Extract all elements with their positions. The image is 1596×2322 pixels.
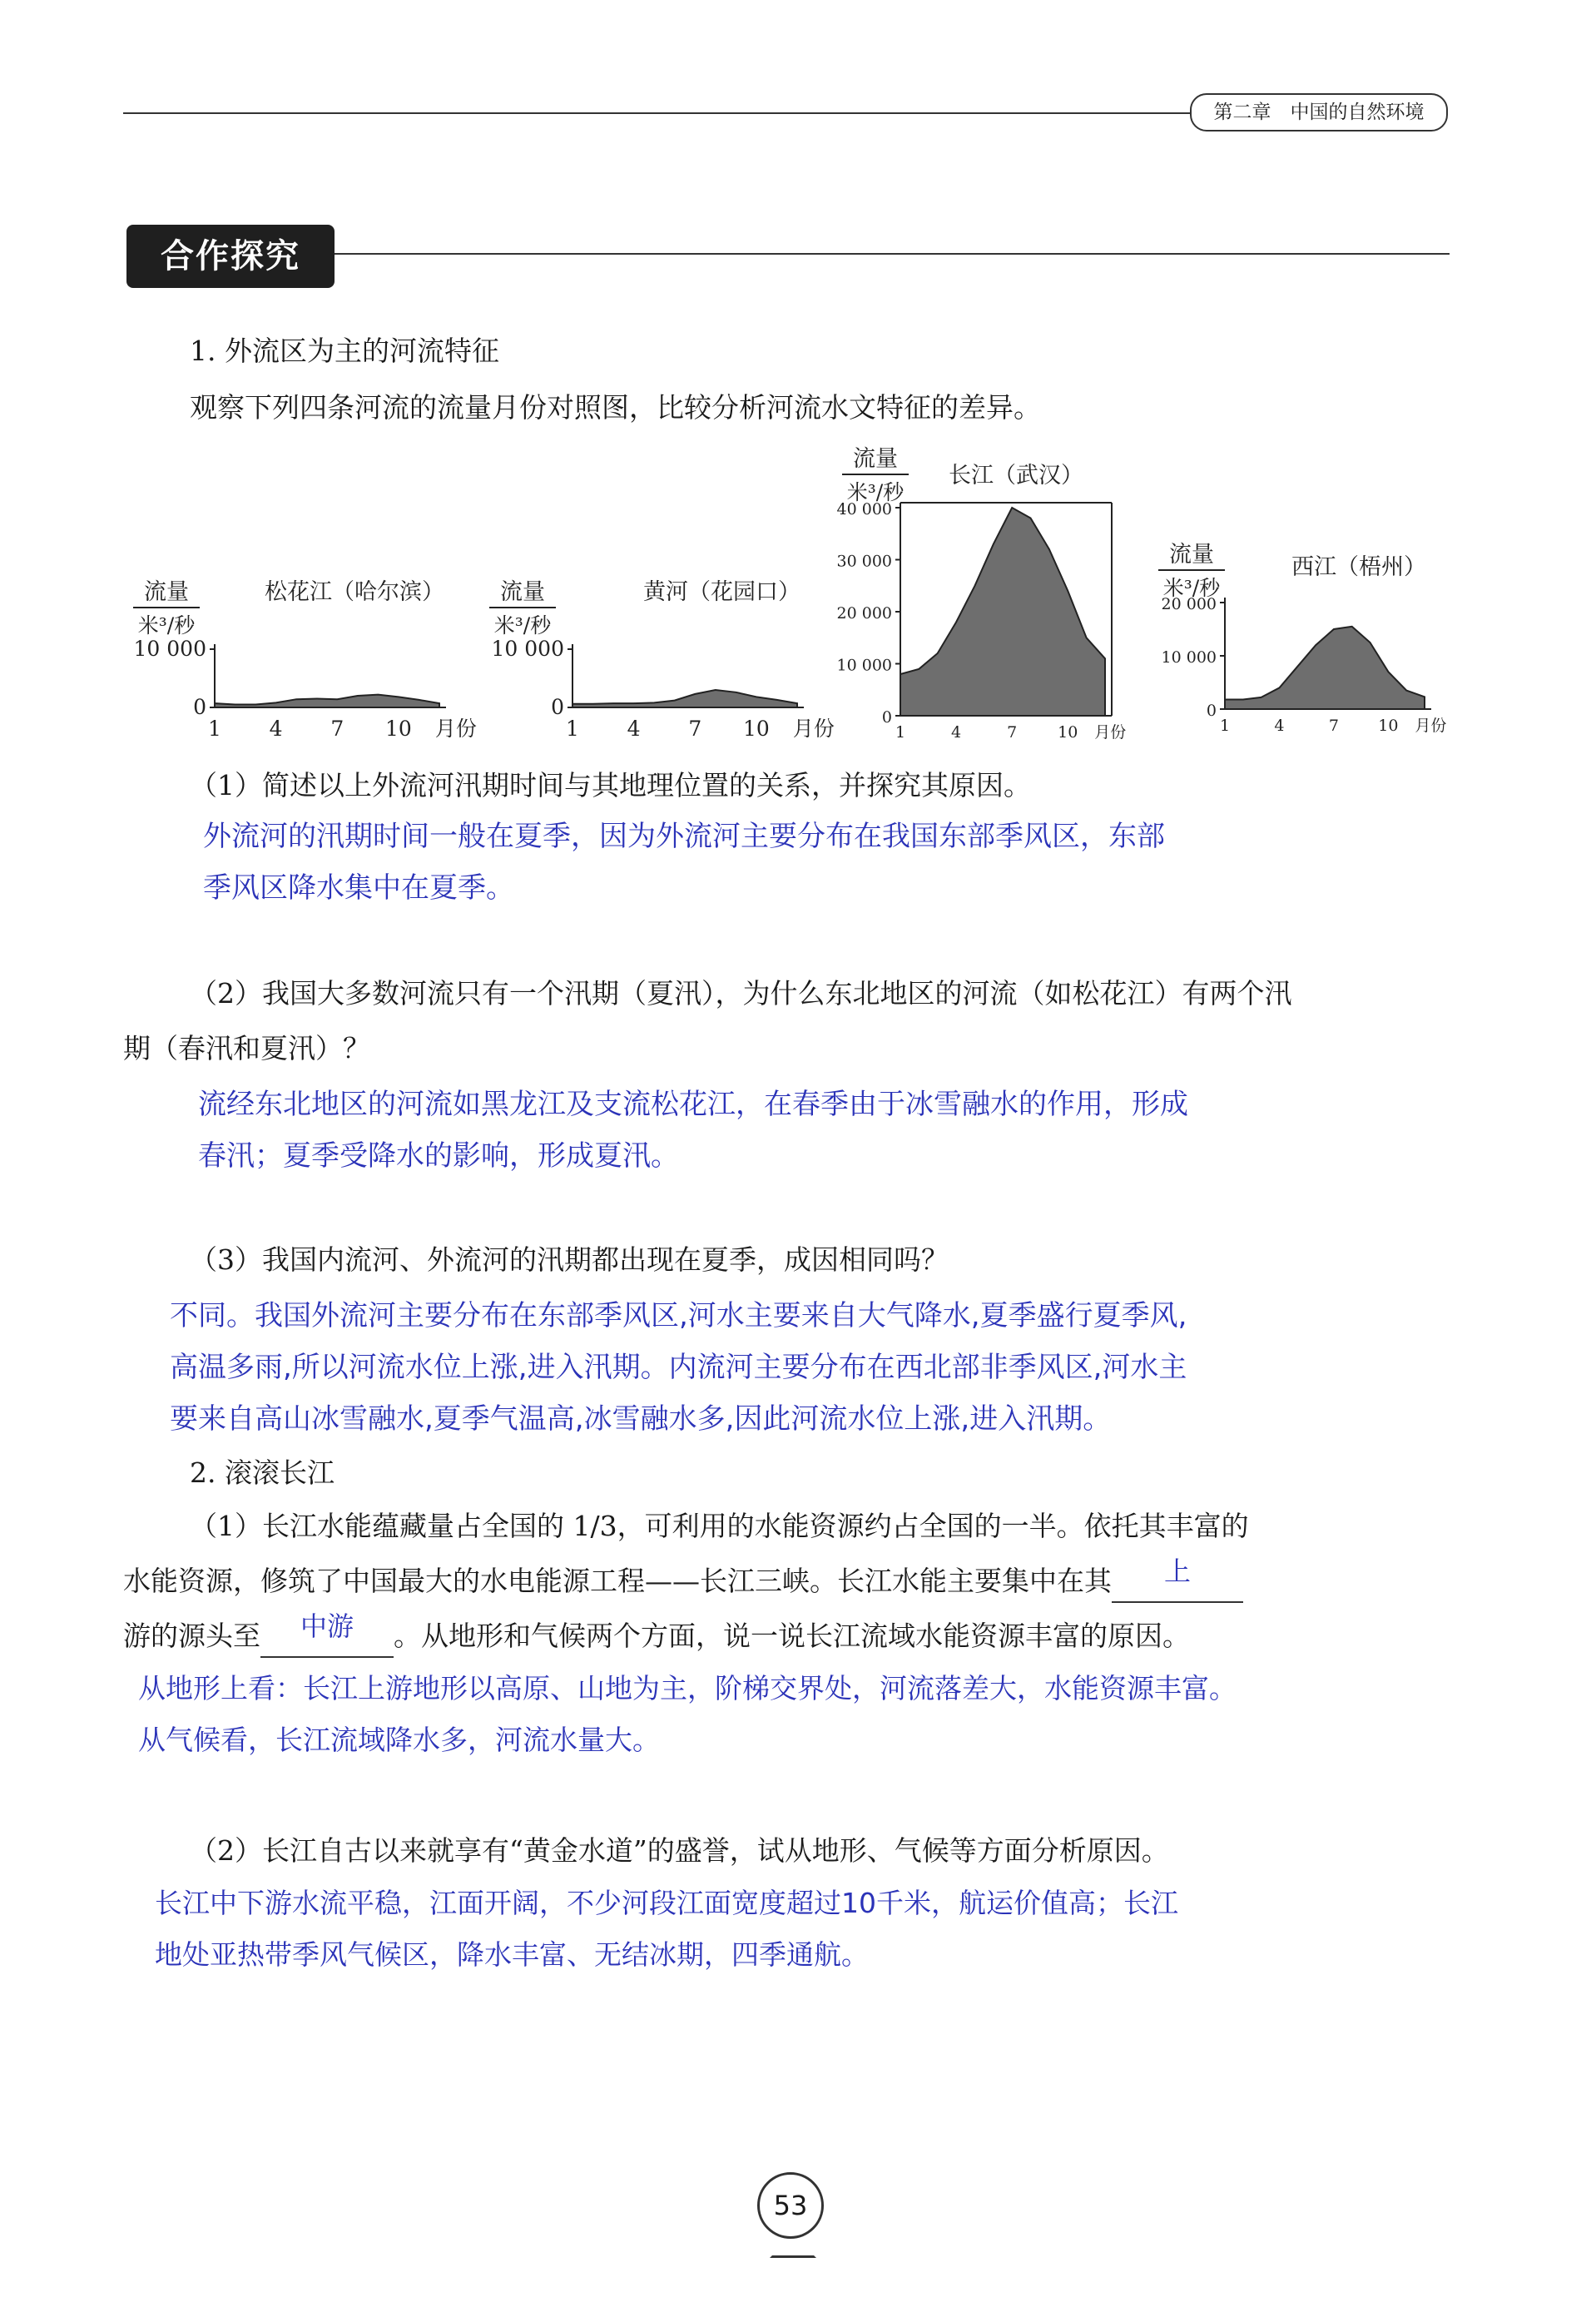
chart-4-xtick-label: 10 xyxy=(1378,717,1399,735)
chart-1-xlabel: 月份 xyxy=(434,717,477,741)
chart-2-area xyxy=(572,690,797,707)
chart-3-ytick-label: 0 xyxy=(881,708,892,727)
part2-q2-answer: 长江中下游水流平稳，江面开阔，不少河段江面宽度超过10千米，航运价值高；长江 地处亚热带季风气候区，降水丰富、无结冰期，四季通航。 xyxy=(155,1887,1178,1971)
globe-stand-icon xyxy=(770,2239,816,2258)
chart-2-title: 黄河（花园口） xyxy=(643,579,800,605)
chart-4-xlabel: 月份 xyxy=(1415,717,1447,735)
chart-3-xtick-label: 10 xyxy=(1058,723,1078,742)
part2-q1-line3 xyxy=(123,1610,1190,1658)
chart-4-yunit: 米³/秒 xyxy=(1162,576,1221,600)
part2-title: 2. 滚滚长江 xyxy=(190,1456,335,1489)
river-flow-charts xyxy=(0,433,1596,757)
chart-3-title: 长江（武汉） xyxy=(949,463,1083,489)
section-rule xyxy=(335,253,1450,255)
chart-2-xlabel: 月份 xyxy=(792,717,835,741)
chart-4-ytick-label: 10 000 xyxy=(1161,648,1217,667)
chart-4-area xyxy=(1225,627,1425,709)
chart-3-ylabel: 流量 xyxy=(853,446,898,472)
chart-3-area xyxy=(900,508,1105,716)
chart-2-xtick-label: 4 xyxy=(627,717,641,741)
chart-1-xtick-label: 10 xyxy=(385,717,412,741)
chapter-tag: 第二章 中国的自然环境 xyxy=(1190,93,1448,131)
chart-2-ytick-label: 0 xyxy=(551,695,564,719)
chart-3-xlabel: 月份 xyxy=(1094,723,1127,742)
chart-4-ytick-label: 0 xyxy=(1206,702,1217,720)
part2-q1-line2-text: 水能资源，修筑了中国最大的水电能源工程——长江三峡。长江水能主要集中在其 xyxy=(123,1565,1112,1597)
part2-q1-line3-text: 游的源头至 xyxy=(123,1620,260,1652)
q3-answer: 不同。我国外流河主要分布在东部季风区,河水主要来自大气降水,夏季盛行夏季风, 高温多雨,所以河流水位上涨,进入汛期。内流河主要分布在西北部非季风区,河水主 要来自高山冰雪融水,夏季气温高,冰雪融水多,因此河流水位上涨,进入汛期。 xyxy=(170,1299,1187,1436)
part1-title: 1. 外流区为主的河流特征 xyxy=(190,335,499,367)
part2-q1-line3-rest: 。从地形和气候两个方面，说一说长江流域水能资源丰富的原因。 xyxy=(394,1620,1190,1652)
q2-answer: 流经东北地区的河流如黑龙江及支流松花江，在春季由于冰雪融水的作用，形成 春汛；夏季受降水的影响，形成夏汛。 xyxy=(198,1088,1188,1173)
fill-blank-2-answer: 中游 xyxy=(300,1610,354,1642)
q1-text: （1）简述以上外流河汛期时间与其地理位置的关系，并探究其原因。 xyxy=(190,769,1031,801)
fill-blank-2[interactable] xyxy=(260,1610,394,1658)
part2-q1-line1: （1）长江水能蕴藏量占全国的 1/3，可利用的水能资源约占全国的一半。依托其丰富的 xyxy=(190,1510,1249,1542)
chart-1-xtick-label: 4 xyxy=(269,717,283,741)
chart-1-ylabel: 流量 xyxy=(144,579,189,605)
chart-4-title: 西江（梧州） xyxy=(1291,554,1426,580)
chart-2-xtick-label: 1 xyxy=(566,717,579,741)
chart-4-xtick-label: 1 xyxy=(1219,717,1231,735)
chart-3-xtick-label: 1 xyxy=(895,723,906,742)
chart-3-ytick-label: 20 000 xyxy=(836,604,892,623)
chart-1-title: 松花江（哈尔滨） xyxy=(265,579,444,605)
chart-2-ytick-label: 10 000 xyxy=(491,637,564,661)
chart-1-xtick-label: 1 xyxy=(208,717,221,741)
page-number: 53 xyxy=(757,2172,824,2239)
fill-blank-1[interactable] xyxy=(1112,1555,1243,1603)
part2-q1-answer: 从地形上看：长江上游地形以高原、山地为主，阶梯交界处，河流落差大，水能资源丰富。 从气候看，长江流域降水多，河流水量大。 xyxy=(138,1672,1237,1756)
chart-2-xtick-label: 10 xyxy=(743,717,770,741)
q2-line1: （2）我国大多数河流只有一个汛期（夏汛），为什么东北地区的河流（如松花江）有两个汛 xyxy=(190,977,1292,1010)
part2-q1-line2 xyxy=(123,1555,1243,1603)
chart-3-ytick-label: 30 000 xyxy=(836,552,892,571)
part1-intro: 观察下列四条河流的流量月份对照图，比较分析河流水文特征的差异。 xyxy=(190,391,1041,424)
chart-4-ytick-label: 20 000 xyxy=(1161,595,1217,613)
chart-3-xtick-label: 4 xyxy=(951,723,962,742)
chart-4-xtick-label: 4 xyxy=(1274,717,1285,735)
chart-3-ytick-label: 10 000 xyxy=(836,656,892,675)
chart-4-ylabel: 流量 xyxy=(1169,542,1214,568)
q1-answer: 外流河的汛期时间一般在夏季，因为外流河主要分布在我国东部季风区，东部 季风区降水集中在夏季。 xyxy=(203,820,1165,905)
header-rule xyxy=(123,112,1192,114)
chart-1-area xyxy=(215,695,439,707)
chart-1-xtick-label: 7 xyxy=(330,717,344,741)
chart-4-xtick-label: 7 xyxy=(1328,717,1339,735)
chart-1-ytick-label: 10 000 xyxy=(133,637,206,661)
fill-blank-1-answer: 上 xyxy=(1163,1555,1191,1587)
chart-3-yunit: 米³/秒 xyxy=(846,480,905,504)
chart-3-xtick-label: 7 xyxy=(1007,723,1018,742)
q3-text: （3）我国内流河、外流河的汛期都出现在夏季，成因相同吗？ xyxy=(190,1243,949,1276)
chart-2-yunit: 米³/秒 xyxy=(493,613,552,638)
chart-1-yunit: 米³/秒 xyxy=(137,613,196,638)
chart-2-xtick-label: 7 xyxy=(688,717,702,741)
section-title: 合作探究 xyxy=(126,225,335,288)
part2-q2-text: （2）长江自古以来就享有“黄金水道”的盛誉，试从地形、气候等方面分析原因。 xyxy=(190,1834,1169,1867)
chart-1-ytick-label: 0 xyxy=(193,695,206,719)
q2-line2: 期（春汛和夏汛）？ xyxy=(123,1032,370,1064)
chart-3-ytick-label: 40 000 xyxy=(836,500,892,518)
chart-2-ylabel: 流量 xyxy=(500,579,545,605)
